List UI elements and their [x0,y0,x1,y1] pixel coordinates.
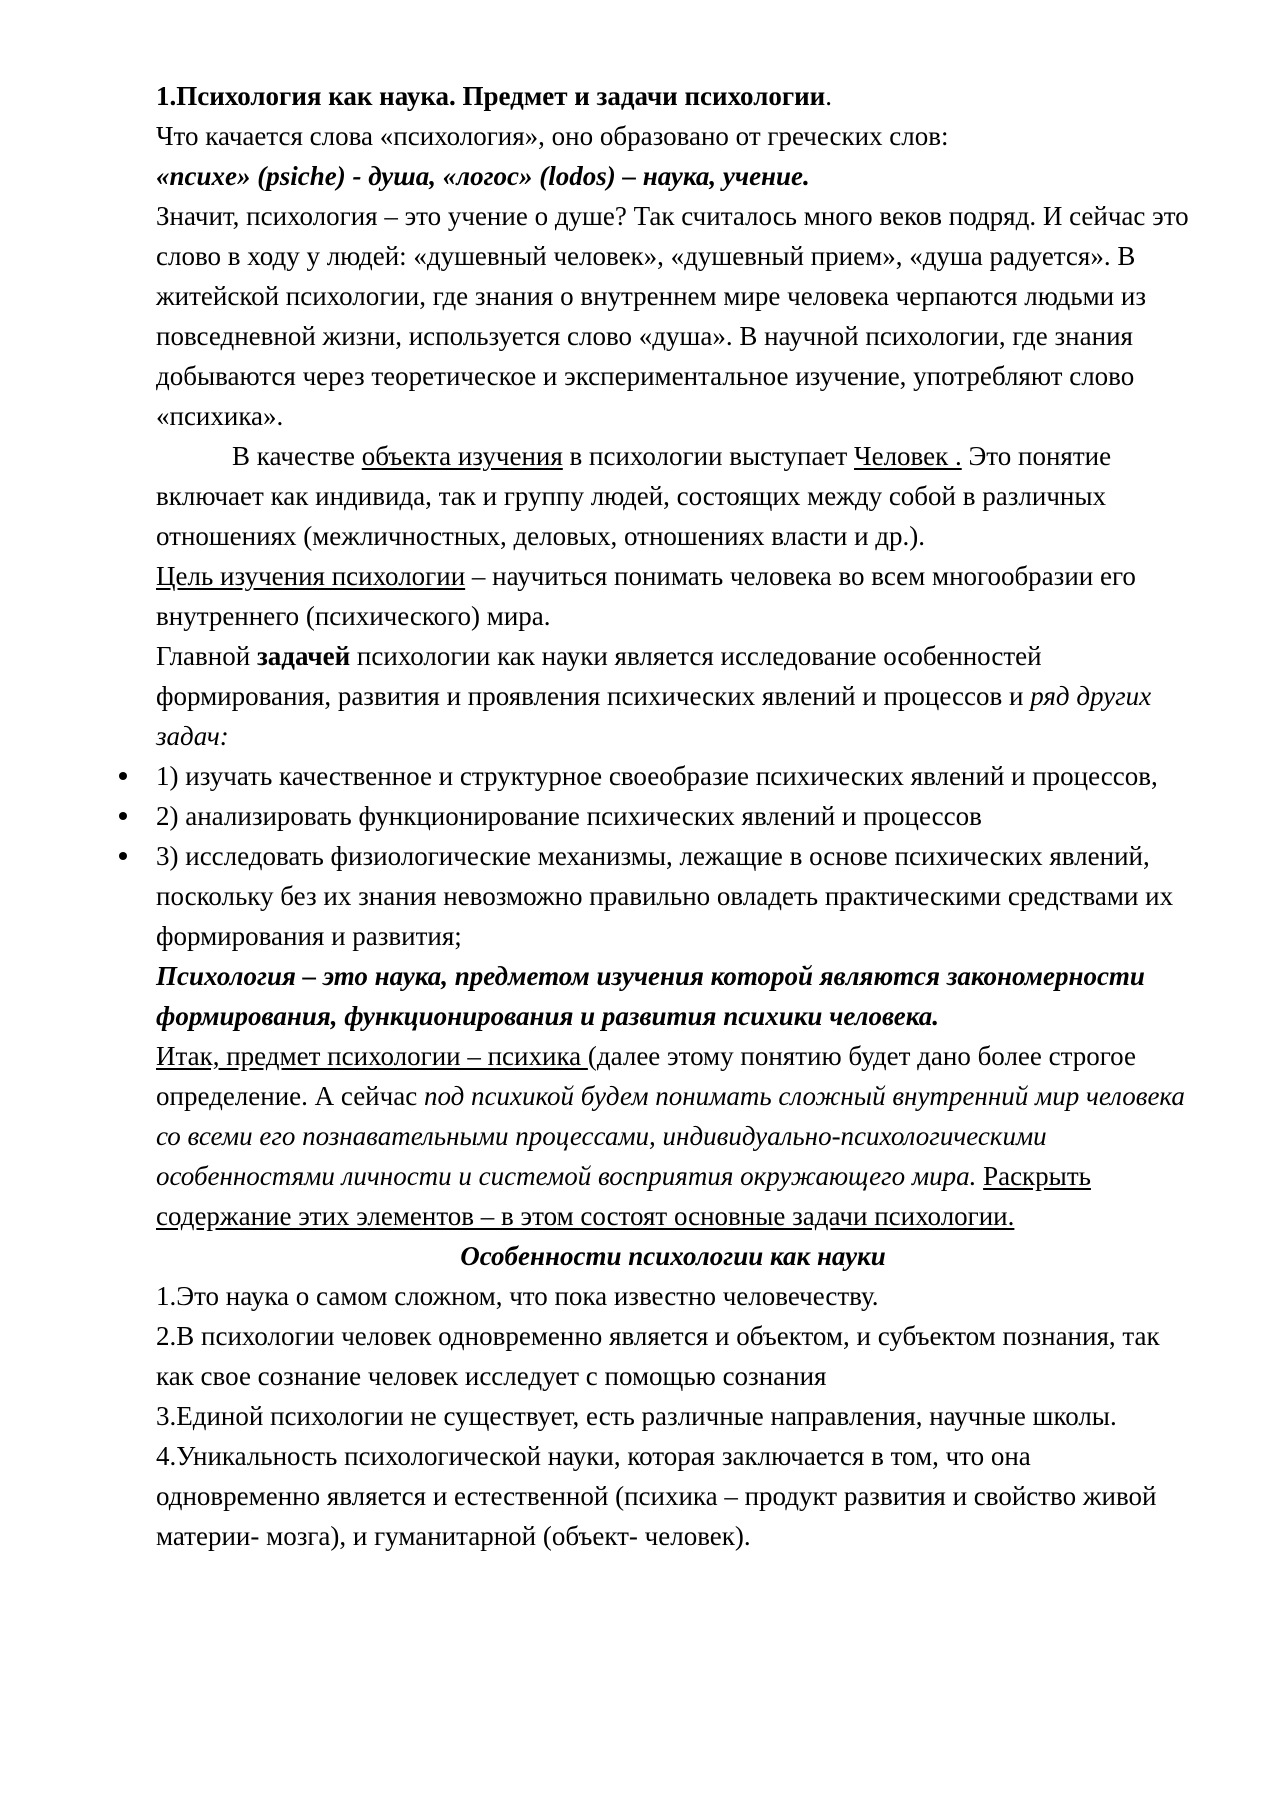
task-item-text: 3) исследовать физиологические механизмы, лежащие в основе психических явлений, поскольку без их знания невозможно правильно овладеть практическими средствами их формирования и развития; [156,841,1174,951]
task-term: задачей [256,641,351,671]
etymology-intro: Что качается слова «психология», оно образовано от греческих слов: [156,121,949,151]
object-text-2: в психологии выступает [562,441,855,471]
paragraph-object [156,436,1190,556]
goal-term: Цель изучения психологии [156,561,466,591]
object-text-3: Это понятие включает как индивида, так и группу людей, состоящих между собой в различных отношениях (межличностных, деловых, отношениях власти и др.). [156,441,1112,551]
main-tasks-statement: Раскрыть содержание этих элементов – в этом состоят основные задачи психологии. [156,1161,1091,1231]
paragraph-main-task [156,636,1190,756]
page-title [156,76,1190,116]
list-item [156,836,1190,956]
psychology-definition: Психология – это наука, предметом изучения которой являются закономерности формирования, функционирования и развития психики человека. [156,961,1145,1031]
object-of-study-term: объекта изучения [361,441,563,471]
tasks-list [156,756,1190,956]
bullet-icon [119,852,127,860]
main-task-text-1: Главной [156,641,257,671]
feature-item: 1.Это наука о самом сложном, что пока известно человечеству. [156,1281,879,1311]
heading-period: . [825,81,832,111]
paragraph-goal [156,556,1190,636]
goal-text: – научиться понимать человека во всем многообразии его внутреннего (психического) мира. [156,561,1136,631]
other-tasks-text: ряд других задач: [156,681,1152,751]
bullet-icon [119,772,127,780]
feature-item: 3.Единой психологии не существует, есть различные направления, научные школы. [156,1401,1117,1431]
human-term: Человек . [854,441,962,471]
task-item-text: 1) изучать качественное и структурное своеобразие психических явлений и процессов, [156,761,1158,791]
feature-item: 2.В психологии человек одновременно является и объектом, и субъектом познания, так как свое сознание человек исследует с помощью сознания [156,1321,1160,1391]
etymology-definition: «психе» (psiche) - душа, «логос» (lodos) – наука, учение. [156,161,810,191]
list-item [156,756,1190,796]
paragraph-subject [156,1036,1190,1236]
subject-term: Итак, предмет психологии – психика [156,1041,588,1071]
feature-item: 4.Уникальность психологической науки, которая заключается в том, что она одновременно является и естественной (психика – продукт развития и свойство живой материи- мозга), и гуманитарной (объект- человек). [156,1441,1157,1551]
heading-text: 1.Психология как наука. Предмет и задачи психологии [156,81,826,111]
main-task-text-2: психологии как науки является исследование особенностей формирования, развития и проявления психических явлений и процессов и [156,641,1042,711]
task-item-text: 2) анализировать функционирование психических явлений и процессов [156,801,982,831]
bullet-icon [119,812,127,820]
object-text-1: В качестве [232,441,362,471]
psyche-description: под психикой будем понимать сложный внутренний мир человека со всеми его познавательными процессами, индивидуально-психологическими особенностями личности и системой восприятия окружающего мира. [156,1081,1185,1191]
subject-text-1: (далее этому понятию будет дано более строгое определение. А сейчас [156,1041,1136,1111]
features-title: Особенности психологии как науки [460,1241,886,1271]
paragraph-soul: Значит, психология – это учение о душе? Так считалось много веков подряд. И сейчас это слово в ходу у людей: «душевный человек», «душевный прием», «душа радуется». В житейской психологии, где знания о внутреннем мире человека черпаются людьми из повседневной жизни, используется слово «душа». В научной психологии, где знания добываются через теоретическое и экспериментальное изучение, употребляют слово «психика». [156,201,1189,431]
list-item [156,796,1190,836]
